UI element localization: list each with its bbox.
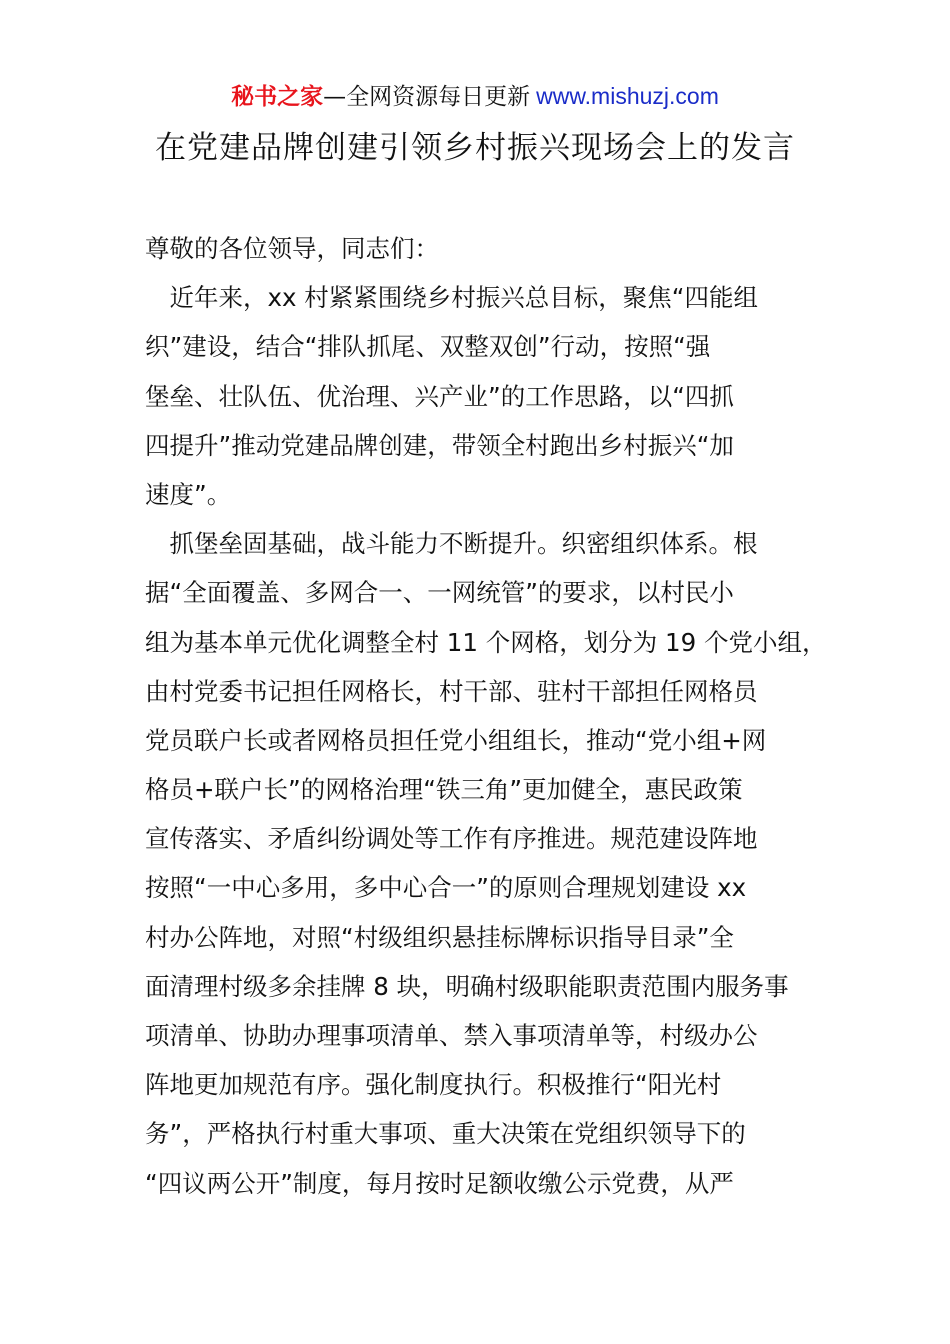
body-line: “四议两公开”制度，每月按时足额收缴公示党费，从严 — [145, 1168, 734, 1198]
body-line: 阵地更加规范有序。强化制度执行。积极推行“阳光村 — [145, 1070, 722, 1100]
body-line: 村办公阵地，对照“村级组织悬挂标牌标识指导目录”全 — [145, 922, 734, 952]
body-line: 格员+联户长”的网格治理“铁三角”更加健全，惠民政策 — [145, 775, 743, 805]
body-line: 近年来，xx 村紧紧围绕乡村振兴总目标，聚焦“四能组 — [145, 283, 758, 313]
site-link[interactable]: www.mishuzj.com — [536, 83, 719, 109]
body-line: 速度”。 — [145, 479, 232, 509]
body-line: 四提升”推动党建品牌创建，带领全村跑出乡村振兴“加 — [145, 430, 734, 460]
body-line: 堡垒、壮队伍、优治理、兴产业”的工作思路，以“四抓 — [145, 381, 734, 411]
body-line: 面清理村级多余挂牌 8 块，明确村级职能职责范围内服务事 — [145, 971, 789, 1001]
body-line: 务”，严格执行村重大事项、重大决策在党组织领导下的 — [145, 1119, 746, 1149]
document-title: 在党建品牌创建引领乡村振兴现场会上的发言 — [155, 130, 795, 166]
body-line: 尊敬的各位领导，同志们： — [145, 234, 439, 263]
document-body — [145, 224, 845, 1208]
body-line: 抓堡垒固基础，战斗能力不断提升。织密组织体系。根 — [145, 529, 758, 559]
body-line: 据“全面覆盖、多网合一、一网统管”的要求，以村民小 — [145, 578, 734, 608]
body-line: 宣传落实、矛盾纠纷调处等工作有序推进。规范建设阵地 — [145, 824, 758, 854]
site-header — [0, 80, 950, 113]
brand-name: 秘书之家 — [231, 84, 324, 110]
header-tagline: —全网资源每日更新 — [323, 84, 531, 110]
body-line: 由村党委书记担任网格长，村干部、驻村干部担任网格员 — [145, 676, 758, 706]
body-line: 项清单、协助办理事项清单、禁入事项清单等，村级办公 — [145, 1021, 758, 1050]
body-line: 党员联户长或者网格员担任党小组组长，推动“党小组+网 — [145, 725, 767, 755]
body-line: 组为基本单元优化调整全村 11 个网格，划分为 19 个党小组， — [145, 627, 827, 657]
body-line: 织”建设，结合“排队抓尾、双整双创”行动，按照“强 — [145, 332, 711, 362]
body-line: 按照“一中心多用，多中心合一”的原则合理规划建设 xx — [145, 873, 747, 903]
